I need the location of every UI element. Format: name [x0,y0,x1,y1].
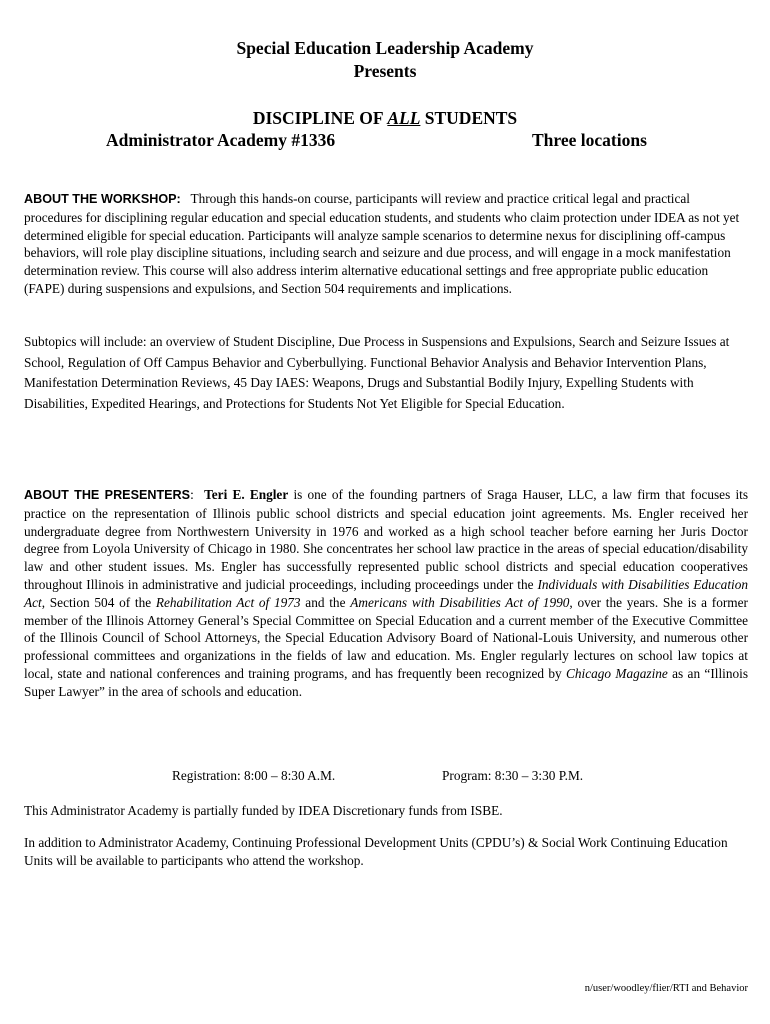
about-presenters: ABOUT THE PRESENTERS: Teri E. Engler is one of the founding partners of Sraga Hauser, LLC, a law firm that focuses its practice on the representation of Illinois public school districts and special education joint agreements. Ms. Engler received her undergraduate degree from Northwestern University in 1976 and worked as a high school teacher before earning her Juris Doctor degree from Loyola University of Chicago in 1980. She concentrates her school law practice in the areas of special education/disability law and other student issues. Ms. Engler has successfully represented public school districts and special education cooperatives throughout Illinois in administrative and judicial proceedings, including proceedings under the Individuals with Disabilities Education Act, Section 504 of the Rehabilitation Act of 1973 and the Americans with Disabilities Act of 1990, over the years. She is a former member of the Illinois Attorney General’s Special Committee on Special Education and a current member of the Executive Committee of the Illinois Council of School Attorneys, the Special Education Advisory Board of National-Louis University, and numerous other professional committees and organizations in the fields of law and education. Ms. Engler regularly lectures on school law topics at local, state and national conferences and training programs, and has frequently been recognized by Chicago Magazine as an “Illinois Super Lawyer” in the area of schools and education. [24,487,749,699]
law-idea: Individuals with Disabilities Education Act [24,576,749,610]
law-ada: Americans with Disabilities Act of 1990 [350,594,570,610]
funding-note: This Administrator Academy is partially funded by IDEA Discretionary funds from ISBE. [24,803,503,818]
presenter-bio-5: as an “Illinois Super Lawyer” in the area of schools and education. [24,665,748,699]
program-time: Program: 8:30 – 3:30 P.M. [442,768,584,783]
magazine-name: Chicago Magazine [565,665,668,681]
subtopics: Subtopics will include: an overview of Student Discipline, Due Process in Suspensions and Expulsions, Search and Seizure Issues at School, Regulation of Off Campus Behavior and Cyberbullying. Functional Behavior Analysis and Behavior Intervention Plans, Manifestation Determination Reviews, 45 Day IAES: Weapons, Drugs and Substantial Bodily Injury, Expelling Students with Disabilities, Expedited Hearings, and Protections for Students Not Yet Eligible for Special Education. [24,334,730,411]
workshop-heading: ABOUT THE WORKSHOP: [24,192,181,206]
presenters-heading: ABOUT THE PRESENTERS [24,488,191,502]
presenter-bio-1: is one of the founding partners of Sraga Hauser, LLC, a law firm that focuses its practice on the representation of Illinois public school districts and special education joint agreements. Ms. Engler received her undergraduate degree from Northwestern University in 1976 and worked as a high school teacher before earning her Juris Doctor degree from Loyola University of Chicago in 1980. She concentrates her school law practice in the areas of special education/disability law and other student issues. Ms. Engler has successfully represented public school districts and special education cooperatives throughout Illinois in administrative and judicial proceedings, including proceedings under the [24,487,749,592]
title-prefix: DISCIPLINE OF [252,108,388,128]
presenter-bio-3: and the [305,594,346,610]
registration-time: Registration: 8:00 – 8:30 A.M. [172,768,336,783]
header-block [0,37,770,83]
presenter-bio-2: , Section 504 of the [41,594,152,610]
law-rehab: Rehabilitation Act of 1973 [155,594,301,610]
title-emphasis: ALL [387,108,421,128]
academy-number: Administrator Academy #1336 [106,130,336,150]
title-suffix: STUDENTS [420,108,518,128]
about-workshop [24,190,748,298]
presenter-name: Teri E. Engler [204,487,289,502]
workshop-title [0,107,770,129]
workshop-text: Through this hands-on course, participants will review and practice critical legal and practical procedures for disciplining regular education and special education students, and students who claim protection under IDEA as not yet determined eligible for special education. Participants will analyze sample scenarios to determine nexus for disciplining off-campus behaviors, will role play discipline situations, including search and seizure and due process, and will engage in a mock manifestation determination review. This course will also address interim alternative educational settings and free appropriate public education (FAPE) during suspensions and expulsions, and Section 504 requirements and implications. [24,191,740,296]
presents-line: Presents [353,61,417,81]
presenter-bio-4: , over the years. She is a former member of the Illinois Attorney General’s Special Committee on Special Education and a current member of the Executive Committee of the Illinois Council of School Attorneys, the Special Education Advisory Board of National-Louis University, and numerous other professional committees and organizations in the fields of law and education. Ms. Engler regularly lectures on school law topics at local, state and national conferences and training programs, and has frequently been recognized by [24,594,748,681]
file-path-footer: n/user/woodley/flier/RTI and Behavior [584,983,748,994]
locations: Three locations [532,130,647,150]
org-name: Special Education Leadership Academy [236,38,534,58]
cpdu-note: In addition to Administrator Academy, Continuing Professional Development Units (CPDU’s) & Social Work Continuing Education Units will be available to participants who attend the workshop. [24,835,728,868]
